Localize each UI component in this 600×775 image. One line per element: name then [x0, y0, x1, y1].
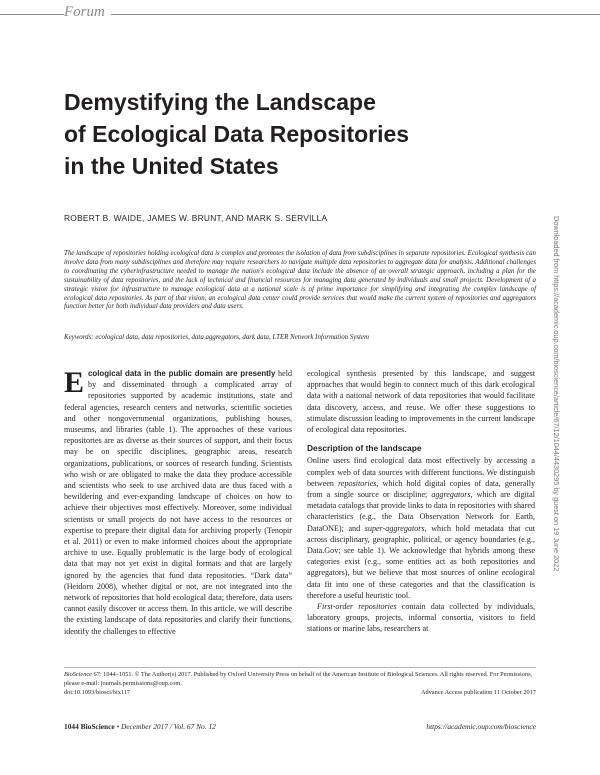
title-line-2: of Ecological Data Repositories [64, 121, 410, 147]
footnote-rule [64, 667, 536, 668]
citation-line [64, 671, 536, 689]
paragraph-first-order [307, 601, 535, 635]
term-super-aggregators: super-aggregators [364, 523, 425, 533]
text-fragment: , which are digital metadata catalogs that provide links to data in repositories with shared characteristics (e.g., the Data Observation Network for Earth, DataONE); and [307, 490, 535, 533]
paragraph-landscape [307, 455, 535, 601]
paragraph-continued: ecological synthesis presented by this landscape, and suggest approaches that would begin to connect much of this dark ecological data with a national network of data repositories that would facilitate data discovery, access, and reuse. We offer these suggestions to stimulate discussion leading to improvements in the current landscape of ecological data repositories. [307, 369, 535, 435]
section-header [0, 0, 600, 22]
abstract: The landscape of repositories holding ecological data is complex and promotes the isolation of data from subdisciplines in separate repositories. Ecological synthesis can involve data from many subdisciplines and therefore may require researchers to navigate multiple data repositories to aggregate data for analysis. Additional challenges to coordinating the cyberinfrastructure needed to manage the nation's ecological data include the absence of an overall strategic approach, including a plan for the sustainability of data repositories, and the lack of technical and financial resources for managing data generated by individuals and small projects. Development of a strategic vision for infrastructure to manage ecological data at a national scale is of prime importance for simplifying and integrating the complex landscape of ecological data repositories. As part of that vision, an ecological data center could provide services that would make the current system of repositories and aggregators function better for both individual data providers and data users. [64, 250, 536, 311]
advance-access-text: Advance Access publication 11 October 2017 [420, 688, 536, 696]
term-aggregators: aggregators [431, 490, 471, 500]
page-footer-left [64, 722, 216, 731]
body-column-left [64, 368, 292, 637]
copyright-footnote [64, 671, 536, 697]
journal-name: BioScience [64, 671, 92, 678]
intro-body-text: held by and disseminated through a complicated array of repositories supported by academic institutions, state and federal agencies, research centers and networks, scientific societies and other nongovernmental organizations, publishing houses, museums, and libraries (table 1). The approaches of these various repositories are as diverse as their sources of support, and their focus may be on specific disciplines, geographic areas, research organizations, publications, or sources of research funding. Scientists who wish or are obligated to make the data they produce accessible and scientists who seek to use archived data are thus faced with a bewildering and ever-expanding landscape of choices on how to achieve their objectives most effectively. Moreover, some individual scientists or small projects do not have access to the resources or expertise to prepare their digital data for archiving properly (Tenopir et al. 2011) or even to make informed choices about the appropriate archive to use. Equally problematic is the large body of ecological data that may not yet exist in digital formats and that are largely ignored by the agencies that fund data repositories. “Dark data” (Heidorn 2008), whether digital or not, are not integrated into the network of repositories that hold ecological data; therefore, data users cannot easily discover or access them. In this article, we will describe the existing landscape of data repositories and clarify their functions, identify the challenges to effective [64, 369, 292, 636]
journal-url-link[interactable]: https://academic.oup.com/bioscience [426, 722, 536, 731]
page-footer [64, 722, 536, 734]
title-line-1: Demystifying the Landscape [64, 89, 376, 115]
text-fragment: contain data collected by individuals, laboratory groups, projects, informal consortia, visitors to field stations or marine labs, researchers at [307, 602, 536, 634]
article-title [64, 86, 504, 182]
term-first-order-repositories: First-order repositories [317, 602, 397, 612]
text-fragment: Online users find ecological data most effectively by accessing a complex web of data sources with different functions. We distinguish between [307, 456, 535, 488]
doi-row [64, 689, 536, 698]
intro-paragraph [64, 368, 292, 637]
download-notice: Downloaded from https://academic.oup.com/bioscience/article/67/12/1044/4430295 by guest on 19 June 2022 [552, 216, 561, 572]
doi-text: doi:10.1093/biosci/bix117 [64, 688, 131, 696]
section-heading: Description of the landscape [307, 443, 422, 454]
text-fragment: , which hold digital copies of data, generally from a single source or discipline; [307, 478, 535, 500]
title-line-3: in the United States [64, 153, 279, 179]
body-column-right [307, 368, 535, 635]
keywords: Keywords: ecological data, data repositories, data aggregators, dark data, LTER Network Information System [64, 334, 369, 341]
section-label: Forum [64, 4, 111, 21]
lead-in-text: cological data in the public domain are presently [88, 369, 276, 378]
drop-cap: E [64, 366, 85, 399]
term-repositories: repositories [338, 478, 377, 488]
author-list: ROBERT B. WAIDE, JAMES W. BRUNT, AND MARK S. SERVILLA [64, 213, 328, 223]
footer-journal: BioScience [80, 722, 115, 731]
citation-text: 67: 1044–1051. © The Author(s) 2017. Published by Oxford University Press on behalf of the American Institute of Biological Sciences. All rights reserved. For Permissions, please e-mail: journals.permissions@oup.com. [64, 671, 533, 687]
footer-issue: • December 2017 / Vol. 67 No. 12 [114, 722, 216, 731]
text-fragment: , which hold metadata that cut across disciplinary, geographic, political, or agency boundaries (e.g., Data.Gov; see table 1). We acknowledge that hybrids among these categories exist (e.g., some entities act as both repositories and aggregators), but we believe that most sources of online ecological data fit into one of these categories and that the classification is therefore a useful heuristic tool. [307, 523, 536, 600]
page-number: 1044 [64, 722, 79, 731]
